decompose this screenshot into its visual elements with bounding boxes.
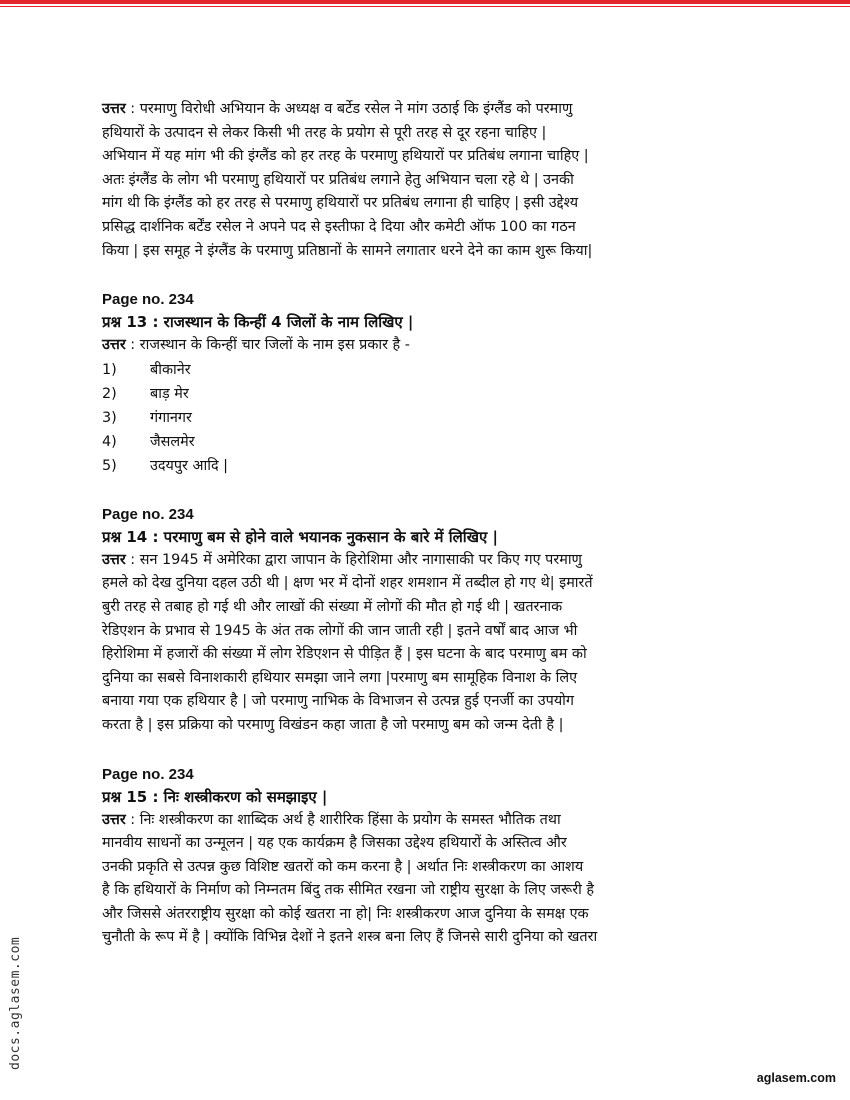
intro-line-7: किया | इस समूह ने इंग्लैंड के परमाणु प्रतिष्ठानों के सामने लगातार धरने देने का काम शुरू किया| bbox=[102, 242, 593, 259]
intro-line-3: अभियान में यह मांग भी की इंग्लैंड को हर तरह के परमाणु हथियारों पर प्रतिबंध लगाना चाहिए | bbox=[102, 148, 589, 165]
question-13-answer: उत्तर : राजस्थान के किन्हीं चार जिलों के नाम इस प्रकार है - bbox=[102, 337, 410, 354]
q15-line-5: और जिससे अंतरराष्ट्रीय सुरक्षा को कोई खतरा ना हो| निः शस्त्रीकरण आज दुनिया के समक्ष एक bbox=[102, 905, 589, 922]
header-rule bbox=[0, 0, 850, 4]
answer-label: उत्तर bbox=[102, 811, 126, 828]
document-body bbox=[102, 98, 752, 950]
q14-line-5: हिरोशिमा में हजारों की संख्या में लोग रेडिएशन से पीड़ित हैं | इस घटना के बाद परमाणु बम को bbox=[102, 646, 587, 663]
intro-line-2: हथियारों के उत्पादन से लेकर किसी भी तरह के प्रयोग से पूरी तरह से दूर रहना चाहिए | bbox=[102, 124, 547, 141]
list-item: 3) गंगानगर bbox=[102, 409, 192, 426]
answer-label: उत्तर bbox=[102, 101, 126, 117]
question-14-section bbox=[102, 504, 752, 738]
side-watermark-url: docs.aglasem.com bbox=[8, 936, 23, 1070]
intro-line-1: उत्तर : परमाणु विरोधी अभियान के अध्यक्ष व बर्टेड रसेल ने मांग उठाई कि इंग्लैंड को परमाणु bbox=[102, 101, 573, 117]
q15-line-4: है कि हथियारों के निर्माण को निम्नतम बिंदु तक सीमित रखना जो राष्ट्रीय सुरक्षा के लिए जरूरी है bbox=[102, 882, 595, 899]
q15-line-6: चुनौती के रूप में है | क्योंकि विभिन्न देशों ने इतने शस्त्र बना लिए हैं जिनसे सारी दुनिया को खतरा bbox=[102, 929, 598, 946]
q15-line-3: उनकी प्रकृति से उत्पन्न कुछ विशिष्ट खतरों को कम करना है | अर्थात निः शस्त्रीकरण का आशय bbox=[102, 858, 584, 875]
answer-label: उत्तर bbox=[102, 551, 126, 568]
q15-line-2: मानवीय साधनों का उन्मूलन | यह एक कार्यक्रम है जिसका उद्देश्य हथियारों के अस्तित्व और bbox=[102, 835, 567, 852]
question-15-title: प्रश्न 15 : निः शस्त्रीकरण को समझाइए | bbox=[102, 787, 328, 806]
list-item: 5) उदयपुर आदि | bbox=[102, 457, 229, 474]
question-15-section bbox=[102, 764, 752, 951]
q14-line-7: बनाया गया एक हथियार है | जो परमाणु नाभिक के विभाजन से उत्पन्न हुई एनर्जी का उपयोग bbox=[102, 693, 575, 710]
page-number: Page no. 234 bbox=[102, 765, 194, 783]
question-13-section bbox=[102, 289, 752, 478]
header-rule-thin bbox=[0, 6, 850, 7]
question-13-title: प्रश्न 13 : राजस्थान के किन्हीं 4 जिलों के नाम लिखिए | bbox=[102, 313, 414, 332]
intro-line-4: अतः इंग्लैंड के लोग भी परमाणु हथियारों पर प्रतिबंध लगाने हेतु अभियान चला रहे थे | उनकी bbox=[102, 171, 574, 188]
q14-line-1: उत्तर : सन 1945 में अमेरिका द्वारा जापान के हिरोशिमा और नागासाकी पर किए गए परमाणु bbox=[102, 551, 582, 568]
page-number: Page no. 234 bbox=[102, 291, 194, 309]
footer-url: aglasem.com bbox=[756, 1071, 836, 1085]
district-list bbox=[102, 358, 752, 478]
q15-line-1: उत्तर : निः शस्त्रीकरण का शाब्दिक अर्थ है शारीरिक हिंसा के प्रयोग के समस्त भौतिक तथा bbox=[102, 811, 561, 828]
q14-line-3: बुरी तरह से तबाह हो गई थी और लाखों की संख्या में लोगों की मौत हो गई थी | खतरनाक bbox=[102, 598, 563, 615]
q14-line-8: करता है | इस प्रक्रिया को परमाणु विखंडन कहा जाता है जो परमाणु बम को जन्म देती है | bbox=[102, 716, 564, 733]
question-14-title: प्रश्न 14 : परमाणु बम से होने वाले भयानक नुकसान के बारे में लिखिए | bbox=[102, 527, 498, 546]
list-item: 2) बाड़ मेर bbox=[102, 385, 189, 402]
q14-line-6: दुनिया का सबसे विनाशकारी हथियार समझा जाने लगा |परमाणु बम सामूहिक विनाश के लिए bbox=[102, 669, 578, 686]
list-item: 1) बीकानेर bbox=[102, 361, 191, 378]
q14-line-2: हमले को देख दुनिया दहल उठी थी | क्षण भर में दोनों शहर शमशान में तब्दील हो गए थे| इमारतें bbox=[102, 575, 593, 592]
page-number: Page no. 234 bbox=[102, 505, 194, 523]
intro-answer bbox=[102, 98, 752, 263]
intro-line-6: प्रसिद्ध दार्शनिक बर्टेंड रसेल ने अपने पद से इस्तीफा दे दिया और कमेटी ऑफ 100 का गठन bbox=[102, 218, 576, 235]
q14-line-4: रेडिएशन के प्रभाव से 1945 के अंत तक लोगों की जान जाती रही | इतने वर्षों बाद आज भी bbox=[102, 622, 578, 639]
question-15-answer bbox=[102, 809, 752, 951]
question-14-answer bbox=[102, 549, 752, 738]
list-item: 4) जैसलमेर bbox=[102, 433, 195, 450]
intro-line-5: मांग थी कि इंग्लैंड को हर तरह से परमाणु हथियारों पर प्रतिबंध लगाना ही चाहिए | इसी उद्देश्य bbox=[102, 195, 579, 212]
answer-label: उत्तर bbox=[102, 337, 126, 354]
